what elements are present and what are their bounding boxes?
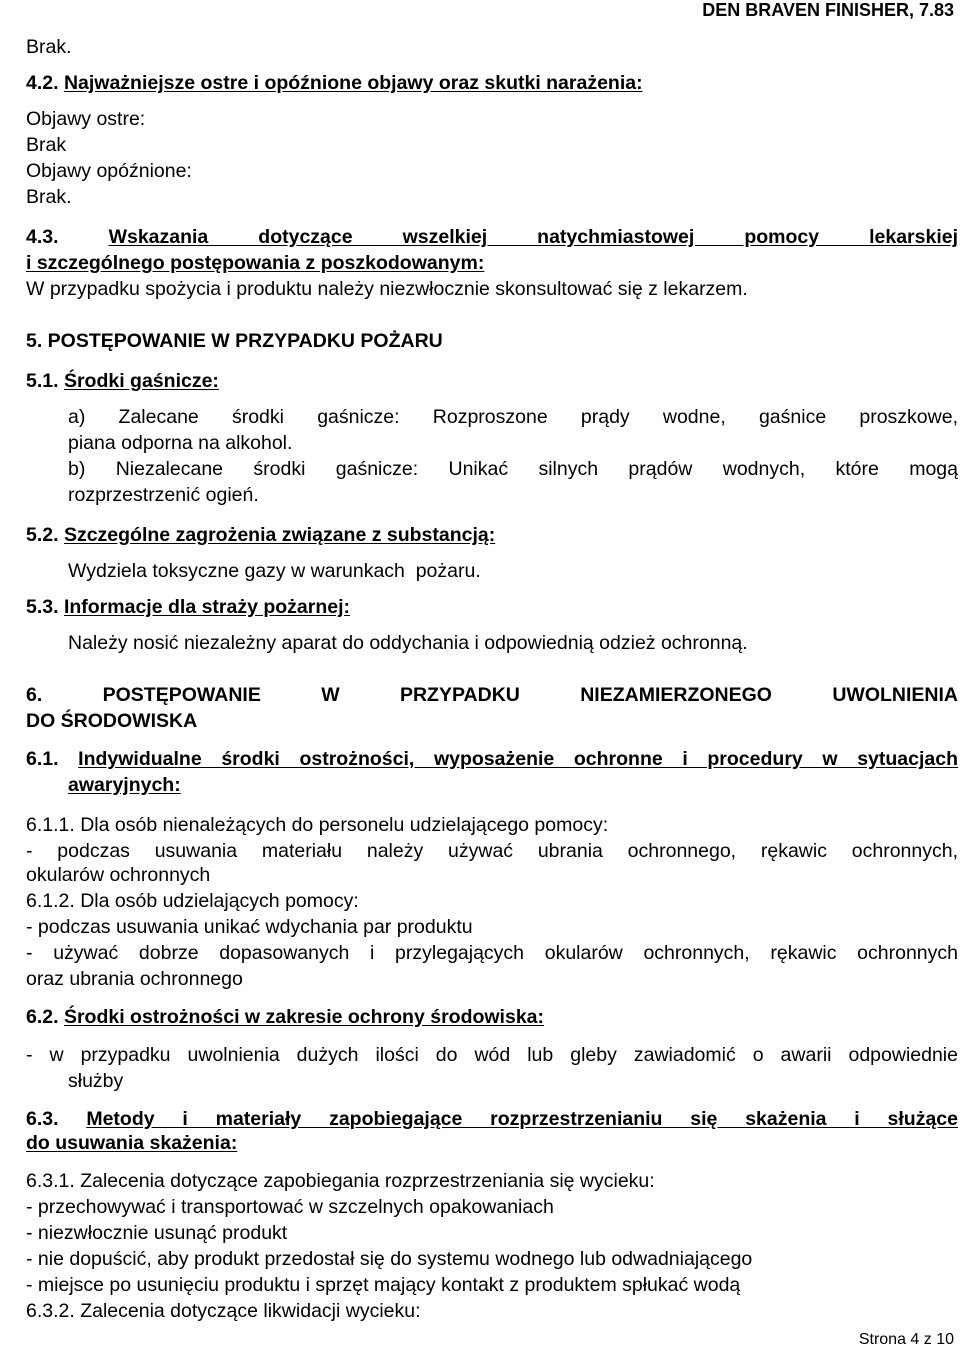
section-title: Metody i materiały zapobiegające rozprzestrzenianiu się skażenia i służące [86,1108,958,1130]
text-line: służby [68,1070,124,1092]
section-number: 4.3. [26,226,59,248]
section-number: 5.1. [26,370,59,392]
text-line: Objawy ostre: [26,108,146,130]
text-line: W przypadku spożycia i produktu należy niezwłocznie skonsultować się z lekarzem. [26,278,748,300]
section-6-3-heading [26,1108,958,1130]
section-number: 5.2. [26,524,59,546]
text-line: - nie dopuścić, aby produkt przedostał się do systemu wodnego lub odwadniającego [26,1248,753,1270]
section-6-2-heading [26,1006,544,1028]
text-line: 6.3.1. Zalecenia dotyczące zapobiegania rozprzestrzeniania się wycieku: [26,1170,655,1192]
section-5-3-heading [26,596,350,618]
text-line: b) Niezalecane środki gaśnicze: Unikać silnych prądów wodnych, które mogą [68,458,958,480]
text-line: 6.3.2. Zalecenia dotyczące likwidacji wycieku: [26,1300,421,1322]
document-id-header: DEN BRAVEN FINISHER, 7.83 [702,0,954,20]
section-6-1-heading [26,748,958,770]
section-title-continued: awaryjnych: [68,774,181,796]
text-line: okularów ochronnych [26,864,211,886]
text-line: 6.1.1. Dla osób nienależących do personelu udzielającego pomocy: [26,814,609,836]
text-line: - w przypadku uwolnienia dużych ilości do wód lub gleby zawiadomić o awarii odpowiednie [26,1044,958,1066]
section-number: 6.2. [26,1006,59,1028]
text-line: Należy nosić niezależny aparat do oddychania i odpowiednią odzież ochronną. [68,632,748,654]
section-title: Informacje dla straży pożarnej: [63,596,351,618]
section-number: 5.3. [26,596,59,618]
text-line: 6.1.2. Dla osób udzielających pomocy: [26,890,359,912]
page-number-footer: Strona 4 z 10 [858,1331,954,1348]
text-line: rozprzestrzenić ogień. [68,484,259,506]
text-line: - niezwłocznie usunąć produkt [26,1222,288,1244]
section-6-heading-continued: DO ŚRODOWISKA [26,710,198,732]
text-line: piana odporna na alkohol. [68,432,293,454]
text-line: Wydziela toksyczne gazy w warunkach pożaru. [68,560,481,582]
text-line: Brak. [26,186,72,208]
text-line: Brak [26,134,67,156]
section-4-2-heading [26,72,643,94]
text-line: - podczas usuwania materiału należy używać ubrania ochronnego, rękawic ochronnych, [26,840,958,862]
section-title: Szczególne zagrożenia związane z substancją: [63,524,496,546]
section-number: 4.2. [26,72,59,94]
text-line: - podczas usuwania unikać wdychania par produktu [26,916,473,938]
section-5-heading: 5. POSTĘPOWANIE W PRZYPADKU POŻARU [26,330,443,352]
text-line: - używać dobrze dopasowanych i przylegających okularów ochronnych, rękawic ochronnych [26,942,958,964]
text-line: a) Zalecane środki gaśnicze: Rozproszone prądy wodne, gaśnice proszkowe, [68,406,958,428]
section-title: Indywidualne środki ostrożności, wyposażenie ochronne i procedury w sytuacjach [78,748,958,770]
section-title-continued: do usuwania skażenia: [26,1132,238,1154]
section-title: Środki ostrożności w zakresie ochrony środowiska: [63,1006,545,1028]
section-title: Środki gaśnicze: [63,370,219,392]
section-number: 6.1. [26,748,59,770]
section-title: Wskazania dotyczące wszelkiej natychmiastowej pomocy lekarskiej [108,226,959,248]
section-5-1-heading [26,370,219,392]
text-line: Objawy opóźnione: [26,160,192,182]
text-line: - miejsce po usunięciu produktu i sprzęt mający kontakt z produktem spłukać wodą [26,1274,741,1296]
section-4-3-heading [26,226,958,248]
section-5-2-heading [26,524,495,546]
section-title-continued: i szczególnego postępowania z poszkodowanym: [26,252,485,274]
text-line: Brak. [26,36,72,58]
text-line: oraz ubrania ochronnego [26,968,243,990]
text-line: - przechowywać i transportować w szczelnych opakowaniach [26,1196,554,1218]
section-title: Najważniejsze ostre i opóźnione objawy oraz skutki narażenia: [63,72,643,94]
section-number: 6.3. [26,1108,59,1130]
section-6-heading: 6. POSTĘPOWANIE W PRZYPADKU NIEZAMIERZONEGO UWOLNIENIA [26,684,958,706]
